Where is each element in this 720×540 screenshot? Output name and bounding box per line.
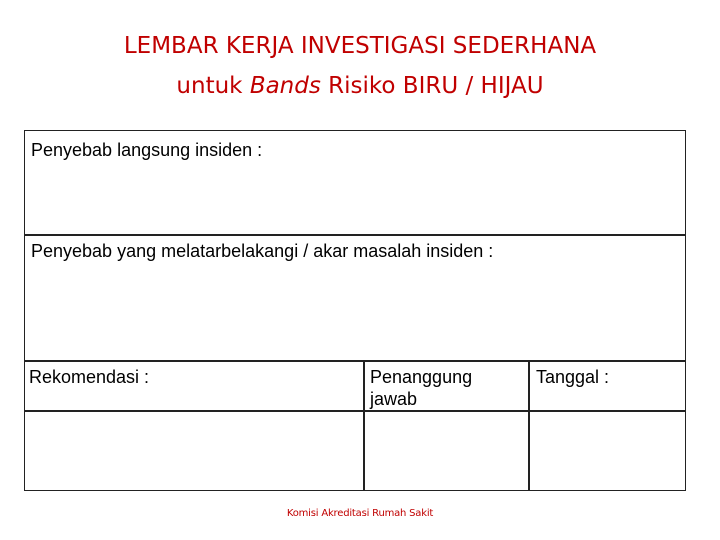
investigation-form	[24, 130, 686, 491]
title-suffix: Risiko BIRU / HIJAU	[320, 73, 544, 99]
date-label: Tanggal :	[536, 367, 610, 387]
root-cause-label: Penyebab yang melatarbelakangi / akar masalah insiden :	[31, 241, 494, 261]
page-title-line-1: LEMBAR KERJA INVESTIGASI SEDERHANA	[123, 33, 597, 59]
title-prefix: untuk	[176, 73, 250, 99]
recommendation-field[interactable]	[24, 410, 365, 491]
page-title-line-2	[0, 70, 720, 102]
footer-text: Komisi Akreditasi Rumah Sakit	[286, 508, 434, 519]
recommendation-label: Rekomendasi :	[29, 367, 150, 387]
date-field[interactable]	[528, 410, 686, 491]
direct-cause-label: Penyebab langsung insiden :	[31, 140, 263, 160]
responsible-field[interactable]	[363, 410, 530, 491]
title-italic-word: Bands	[249, 73, 321, 99]
responsible-label: Penanggung jawab	[370, 367, 473, 409]
